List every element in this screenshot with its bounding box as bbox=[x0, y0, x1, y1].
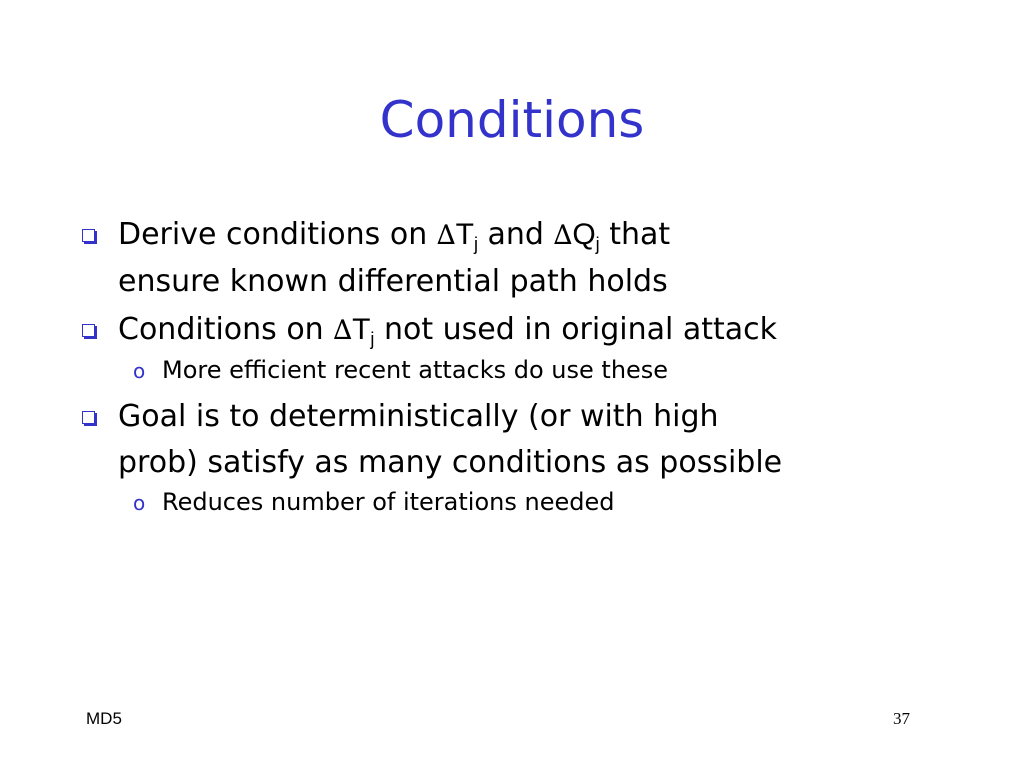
circle-bullet-icon: o bbox=[133, 491, 146, 515]
bullet-line-2: ensure known differential path holds bbox=[118, 264, 668, 299]
sub-bullet-efficient-attacks bbox=[80, 352, 960, 388]
sub-bullet-reduces-iterations bbox=[80, 484, 960, 520]
bullet-line-1 bbox=[118, 212, 960, 259]
bullet-line-1: Goal is to deterministically (or with high bbox=[118, 399, 719, 434]
variable-t: T bbox=[352, 313, 371, 346]
bullet-conditions-not-used bbox=[80, 307, 960, 354]
subscript-j: j bbox=[370, 329, 375, 349]
subscript-j: j bbox=[595, 234, 600, 254]
bullet-text: Derive conditions on bbox=[118, 217, 437, 252]
sub-bullet-text: More efficient recent attacks do use these bbox=[162, 356, 669, 384]
delta-symbol: ∆ bbox=[553, 220, 573, 251]
square-bullet-icon bbox=[82, 229, 95, 242]
bullet-text: that bbox=[599, 217, 671, 252]
subscript-j: j bbox=[473, 234, 478, 254]
page-number: 37 bbox=[893, 709, 910, 728]
square-bullet-icon bbox=[82, 324, 95, 337]
sub-bullet-text: Reduces number of iterations needed bbox=[162, 488, 615, 516]
slide-body bbox=[80, 212, 960, 526]
footer-label: MD5 bbox=[86, 709, 122, 728]
bullet-line-1 bbox=[118, 307, 960, 354]
bullet-text: not used in original attack bbox=[374, 312, 778, 347]
delta-symbol: ∆ bbox=[333, 315, 353, 346]
slide-title: Conditions bbox=[379, 91, 645, 149]
bullet-line-2: prob) satisfy as many conditions as possible bbox=[118, 445, 783, 480]
bullet-derive-conditions bbox=[80, 212, 960, 305]
variable-t: T bbox=[455, 218, 474, 251]
circle-bullet-icon: o bbox=[133, 359, 146, 383]
square-bullet-icon bbox=[82, 411, 95, 424]
bullet-goal bbox=[80, 394, 960, 486]
bullet-text: Conditions on bbox=[118, 312, 334, 347]
variable-q: Q bbox=[572, 218, 596, 251]
delta-symbol: ∆ bbox=[436, 220, 456, 251]
bullet-text: and bbox=[477, 217, 554, 252]
